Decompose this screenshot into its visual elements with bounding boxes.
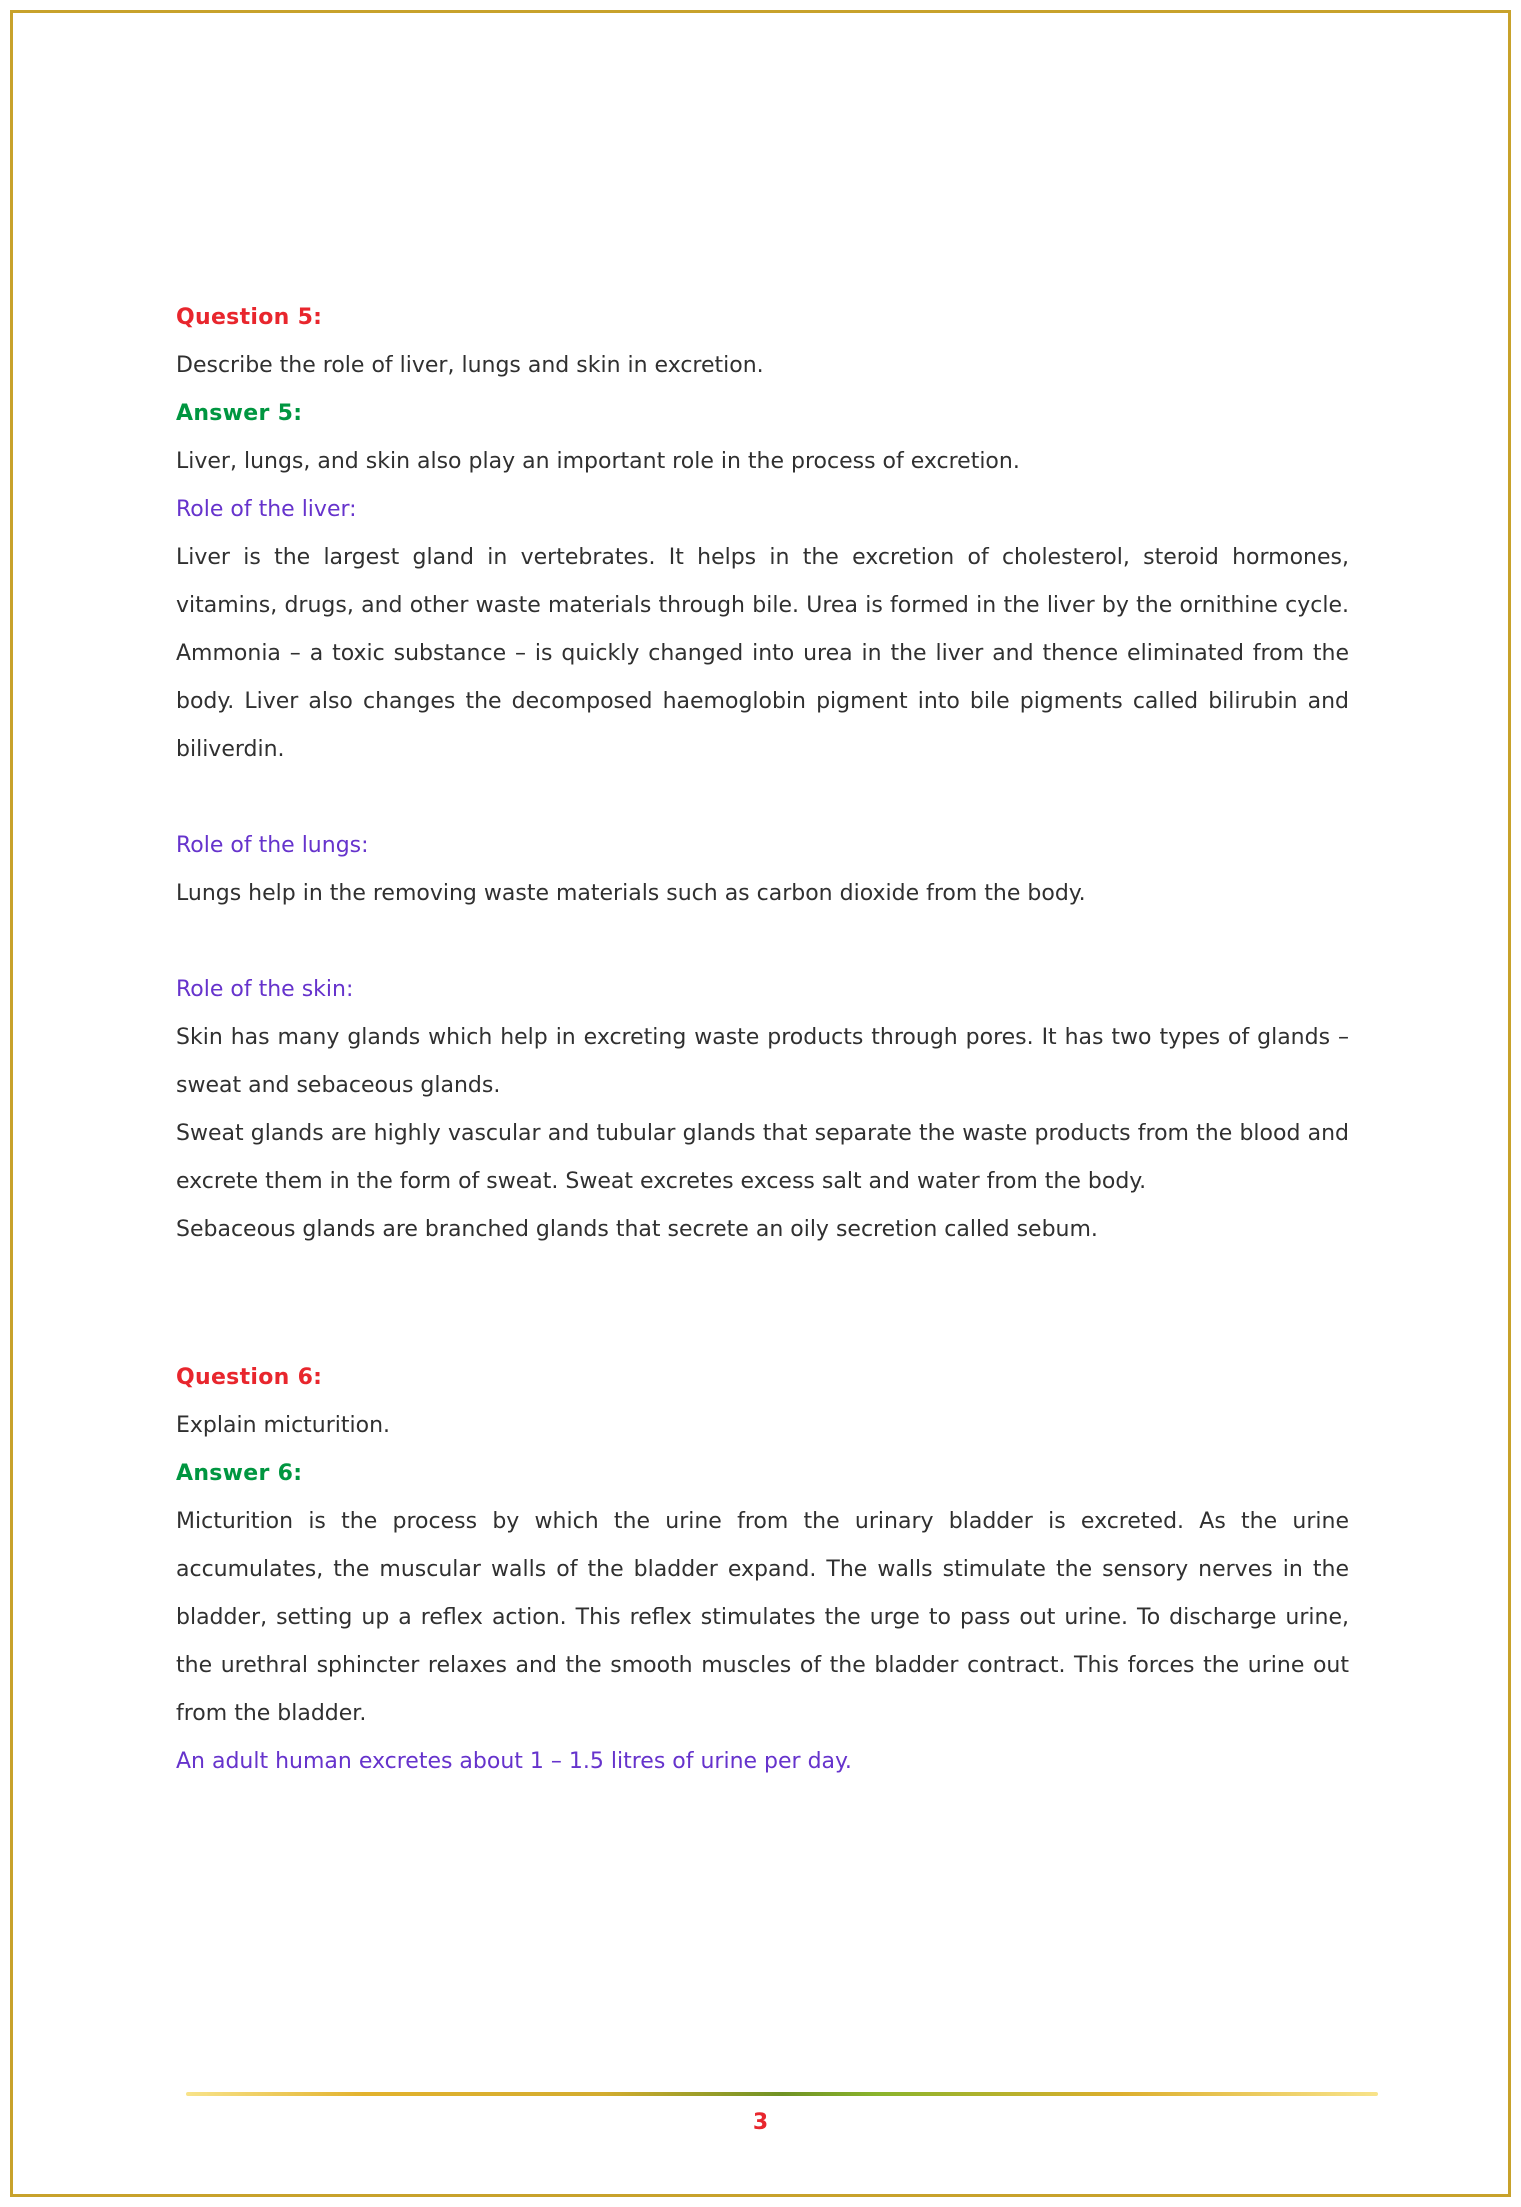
answer-5-intro: Liver, lungs, and skin also play an important role in the process of excretion. [176,449,1020,474]
question-5-heading: Question 5: [176,305,323,330]
role-of-liver-paragraph: Liver is the largest gland in vertebrates. It helps in the excretion of cholesterol, steroid hormones, vitamins, drugs, and other waste materials through bile. Urea is formed in the liver by the ornithine cycle. Ammonia – a toxic substance – is quickly changed into urea in the liver and thence eliminated from the body. Liver also changes the decomposed haemoglobin pigment into bile pigments called bilirubin and biliverdin. [176,545,1349,762]
role-of-lungs-heading: Role of the lungs: [176,833,369,858]
role-of-skin-heading: Role of the skin: [176,977,354,1002]
question-5-text: Describe the role of liver, lungs and skin in excretion. [176,353,764,378]
role-of-skin-paragraph-2: Sweat glands are highly vascular and tubular glands that separate the waste products from the blood and excrete them in the form of sweat. Sweat excretes excess salt and water from the body. [176,1121,1349,1194]
role-of-skin-paragraph-3: Sebaceous glands are branched glands that secrete an oily secretion called sebum. [176,1217,1098,1242]
answer-6-paragraph: Micturition is the process by which the urine from the urinary bladder is excreted. As the urine accumulates, the muscular walls of the bladder expand. The walls stimulate the sensory nerves in the bladder, setting up a reflex action. This reflex stimulates the urge to pass out urine. To discharge urine, the urethral sphincter relaxes and the smooth muscles of the bladder contract. This forces the urine out from the bladder. [176,1509,1349,1726]
answer-6-note: An adult human excretes about 1 – 1.5 litres of urine per day. [176,1749,852,1774]
question-6-heading: Question 6: [176,1365,323,1390]
footer-divider [186,2092,1378,2096]
role-of-skin-paragraph-1: Skin has many glands which help in excreting waste products through pores. It has two types of glands – sweat and sebaceous glands. [176,1025,1349,1098]
answer-6-heading: Answer 6: [176,1461,303,1486]
question-6-text: Explain micturition. [176,1413,391,1438]
answer-5-heading: Answer 5: [176,401,303,426]
page-content [176,0,1349,1786]
role-of-lungs-paragraph: Lungs help in the removing waste materials such as carbon dioxide from the body. [176,881,1086,906]
role-of-liver-heading: Role of the liver: [176,497,357,522]
page-number: 3 [752,2110,769,2135]
